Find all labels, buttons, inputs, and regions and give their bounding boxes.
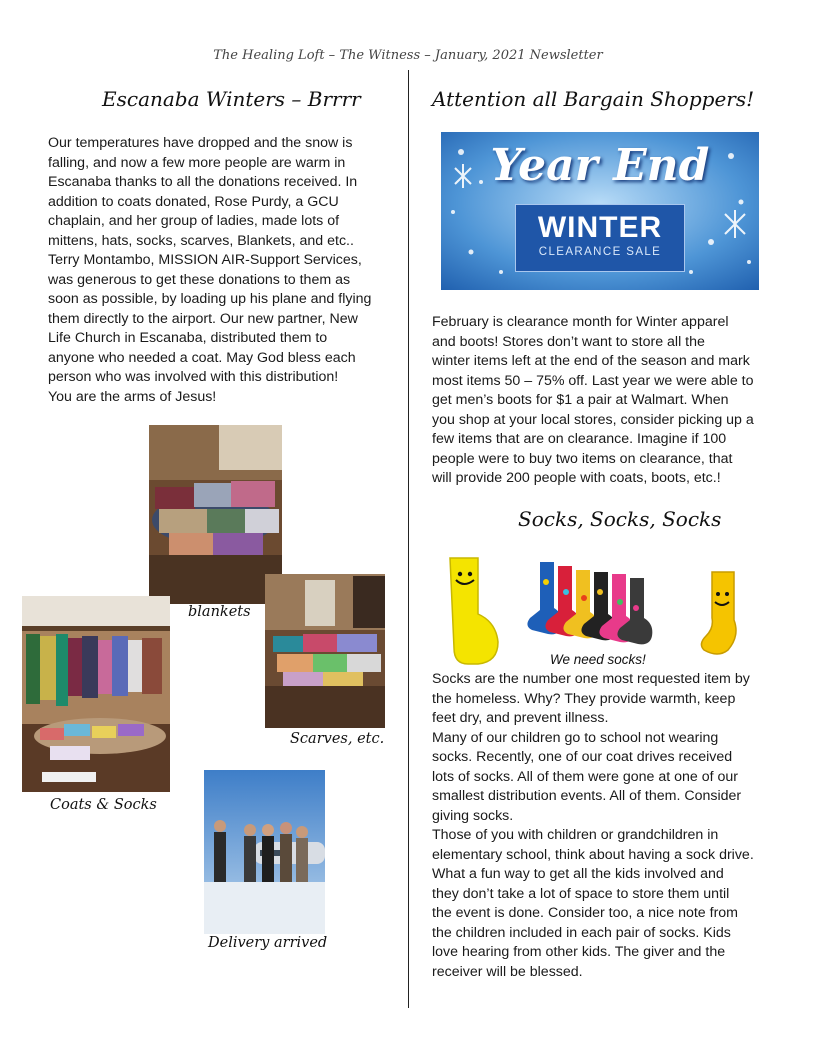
article-line: will provide 200 people with coats, boots, etc.!	[432, 470, 721, 486]
banner-title: Year End	[490, 140, 710, 191]
article-line: Terry Montambo, MISSION AIR-Support Services,	[48, 252, 362, 268]
article-line: people were to buy two items on clearance, that	[432, 450, 733, 467]
socks-article	[432, 670, 782, 982]
article-line: addition to coats donated, Rose Purdy, a GCU	[48, 193, 339, 210]
article-line: soon as possible, by loading up his plane and flying	[48, 291, 372, 307]
delivery-caption: Delivery arrived	[208, 935, 328, 951]
column-divider	[408, 70, 409, 1008]
article-line: February is clearance month for Winter apparel	[432, 314, 729, 330]
article-line: giving socks.	[432, 807, 514, 824]
blankets-photo	[149, 425, 282, 604]
article-line: get men’s boots for $1 a pair at Walmart. When	[432, 392, 729, 408]
bargain-heading: Attention all Bargain Shoppers!	[432, 87, 755, 111]
article-line: Many of our children go to school not wearing	[432, 729, 719, 746]
banner-subtitle: CLEARANCE SALE	[538, 246, 662, 258]
article-line: Those of you with children or grandchildren in	[432, 827, 719, 843]
article-line: chaplain, and her group of ladies, made lots of	[48, 213, 340, 229]
article-line: and boots! Stores don’t want to store all the	[432, 333, 705, 350]
article-line: socks. Recently, one of our coat drives received	[432, 749, 733, 765]
blankets-caption: blankets	[188, 604, 251, 620]
scarves-photo	[265, 574, 385, 728]
socks-caption: We need socks!	[550, 652, 646, 667]
bargain-article	[432, 313, 782, 489]
article-line: receiver will be blessed.	[432, 963, 583, 980]
article-line: falling, and now a few more people are warm in	[48, 154, 346, 171]
scarves-caption: Scarves, etc.	[290, 731, 385, 747]
article-line: What a fun way to get all the kids involved and	[432, 866, 724, 882]
article-line: the homeless. Why? They provide warmth, keep	[432, 690, 736, 707]
article-line: feet dry, and prevent illness.	[432, 710, 609, 726]
article-line: most items 50 – 75% off. Last year we were able to	[432, 372, 754, 389]
banner-box	[515, 204, 685, 272]
article-line: was generous to get these donations to them as	[48, 271, 351, 288]
socks-heading: Socks, Socks, Socks	[518, 507, 722, 531]
article-line: Escanaba thanks to all the donations received. In	[48, 174, 358, 190]
article-line: the children included in each pair of socks. Kids	[432, 924, 731, 941]
article-line: you shop at your local stores, consider picking up a	[432, 411, 754, 428]
article-line: anyone who needed a coat. May God bless each	[48, 349, 356, 366]
coats-photo	[22, 596, 170, 792]
article-line: them directly to the airport. Our new partner, New	[48, 310, 358, 327]
article-line: love hearing from other kids. The giver and the	[432, 944, 726, 960]
running-head: The Healing Loft – The Witness – January, 2021 Newsletter	[213, 48, 603, 63]
article-line: smallest distribution events. All of them. Consider	[432, 788, 742, 804]
article-line: winter items left at the end of the season and mark	[432, 353, 750, 369]
coats-caption: Coats & Socks	[50, 797, 157, 813]
article-line: they don’t take a lot of space to store them until	[432, 885, 730, 902]
escanaba-heading: Escanaba Winters – Brrrr	[102, 87, 361, 111]
article-line: elementary school, think about having a sock drive.	[432, 846, 754, 863]
article-line: mittens, hats, socks, scarves, Blankets, and etc..	[48, 232, 354, 249]
article-line: Socks are the number one most requested item by	[432, 671, 750, 687]
article-line: few items that are on clearance. Imagine if 100	[432, 431, 727, 447]
banner-word: WINTER	[537, 211, 663, 244]
article-line: lots of socks. All of them were gone at one of our	[432, 768, 738, 785]
article-line: Life Church in Escanaba, distributed them to	[48, 330, 328, 346]
article-line: You are the arms of Jesus!	[48, 388, 217, 405]
article-line: person who was involved with this distribution!	[48, 369, 339, 385]
escanaba-article	[48, 134, 393, 407]
article-line: the event is done. Consider too, a nice note from	[432, 905, 739, 921]
winter-clearance-banner	[441, 132, 759, 290]
delivery-photo	[204, 770, 325, 934]
article-line: Our temperatures have dropped and the snow is	[48, 135, 353, 151]
